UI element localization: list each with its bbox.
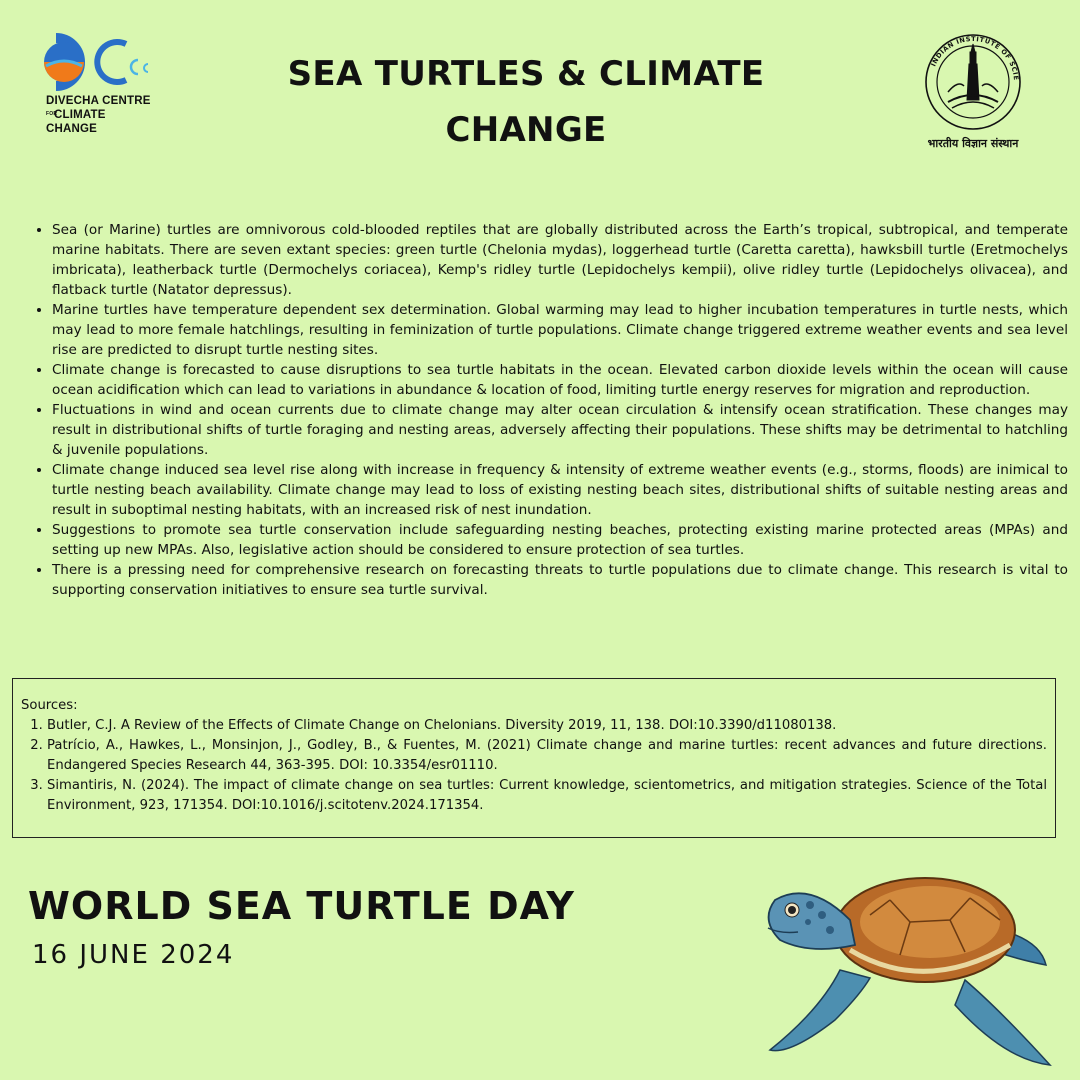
source-item: 2. Patrício, A., Hawkes, L., Monsinjon, J., Godley, B., & Fuentes, M. (2021) Climate change and marine turtles: recent advances and future directions. Endangered Species Research 44, 363-395. DOI: 10.3354/esr01110. — [47, 736, 1047, 776]
sources-heading: Sources: — [21, 698, 78, 713]
event-date: 16 JUNE 2024 — [32, 940, 235, 970]
source-item: 3. Simantiris, N. (2024). The impact of climate change on sea turtles: Current knowledge, scientometrics, and mitigation strategies. Science of the Total Environment, 923, 171354. DOI:10.1016/j.scitotenv.2024.171354. — [47, 776, 1047, 816]
sources-box — [12, 678, 1056, 838]
iisc-logo — [908, 30, 1038, 150]
event-title: WORLD SEA TURTLE DAY — [28, 884, 575, 928]
logo-name-line2: CLIMATE CHANGE — [46, 109, 106, 135]
list-item: • Fluctuations in wind and ocean currents due to climate change may alter ocean circulation & intensify ocean stratification. These changes may result in distributional shifts of turtle foraging and nesting areas, adversely affecting their populations. These shifts may be detrimental to hatchling & juvenile populations. — [52, 400, 1068, 460]
title-line1: SEA TURTLES & CLIMATE — [287, 54, 765, 94]
page-title — [260, 46, 792, 158]
iisc-hindi-name: भारतीय विज्ञान संस्थान — [927, 137, 1019, 150]
title-line2: CHANGE — [445, 110, 607, 150]
iisc-seal-icon — [918, 30, 1028, 130]
fact-list — [28, 220, 1068, 600]
logo-name-line1: DIVECHA CENTRE — [46, 95, 151, 107]
list-item: • Suggestions to promote sea turtle conservation include safeguarding nesting beaches, protecting existing marine protected areas (MPAs) and setting up new MPAs. Also, legislative action should be considered to ensure protection of sea turtles. — [52, 520, 1068, 560]
ring-text: INDIAN INSTITUTE OF SCIE — [929, 34, 1021, 81]
sea-turtle-icon — [750, 860, 1060, 1075]
logo-name-prefix: FOR — [46, 111, 58, 118]
sources-list — [21, 716, 1047, 816]
left-logo-name — [46, 94, 158, 136]
divecha-centre-logo — [38, 30, 158, 135]
list-item: • There is a pressing need for comprehensive research on forecasting threats to turtle populations due to climate change. This research is vital to supporting conservation initiatives to ensure sea turtle survival. — [52, 560, 1068, 600]
list-item: • Sea (or Marine) turtles are omnivorous cold-blooded reptiles that are globally distributed across the Earth’s tropical, subtropical, and temperate marine habitats. There are seven extant species: green turtle (Chelonia mydas), loggerhead turtle (Caretta caretta), hawksbill turtle (Eretmochelys imbricata), leatherback turtle (Dermochelys coriacea), Kemp's ridley turtle (Lepidochelys kempii), olive ridley turtle (Lepidochelys olivacea), and flatback turtle (Natator depressus). — [52, 220, 1068, 300]
list-item: • Climate change is forecasted to cause disruptions to sea turtle habitats in the ocean. Elevated carbon dioxide levels within the ocean will cause ocean acidification which can lead to variations in abundance & location of food, limiting turtle energy reserves for migration and reproduction. — [52, 360, 1068, 400]
list-item: • Marine turtles have temperature dependent sex determination. Global warming may lead to higher incubation temperatures in turtle nests, which may lead to more female hatchlings, resulting in feminization of turtle populations. Climate change triggered extreme weather events and sea level rise are predicted to disrupt turtle nesting sites. — [52, 300, 1068, 360]
list-item: • Climate change induced sea level rise along with increase in frequency & intensity of extreme weather events (e.g., storms, floods) are inimical to turtle nesting beach availability. Climate change may lead to loss of existing nesting beach sites, distributional shifts of suitable nesting areas and result in suboptimal nesting habitats, with an increased risk of nest inundation. — [52, 460, 1068, 520]
divecha-logo-mark-icon — [38, 30, 158, 92]
source-item: 1. Butler, C.J. A Review of the Effects of Climate Change on Chelonians. Diversity 2019, 11, 138. DOI:10.3390/d11080138. — [47, 716, 1047, 736]
